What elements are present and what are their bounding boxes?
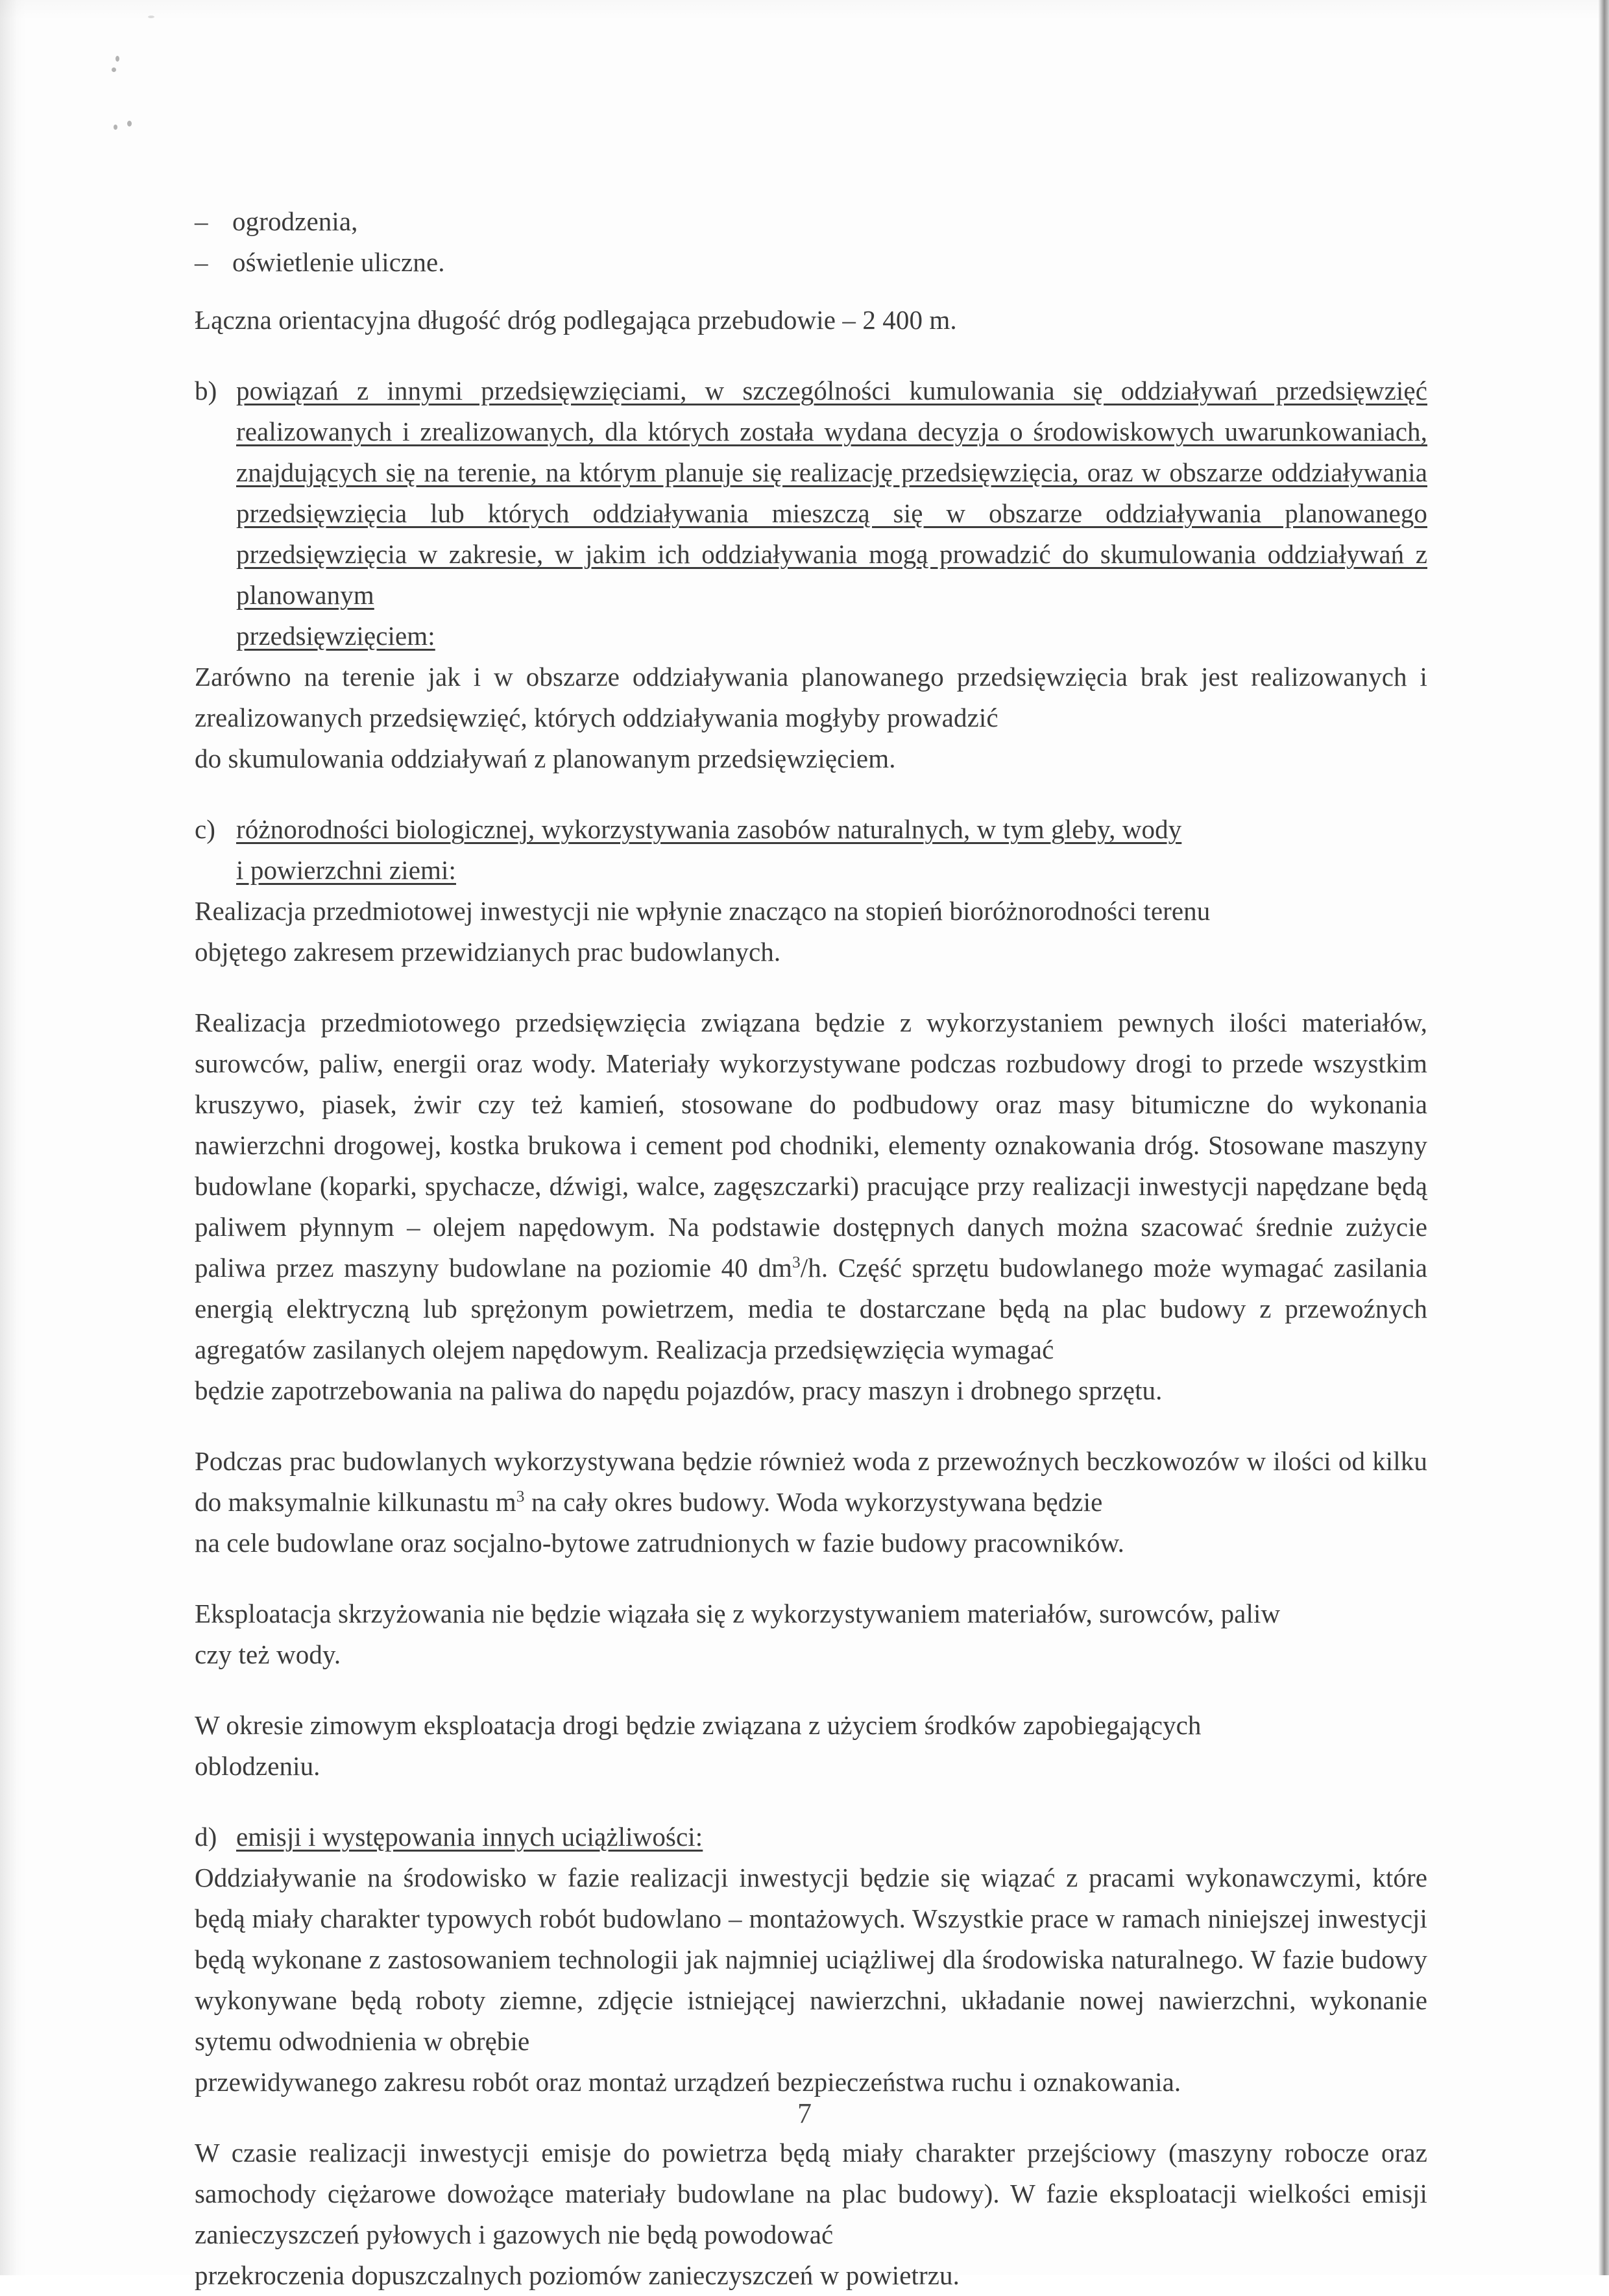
cubic-metre-superscript: 3: [516, 1487, 525, 1506]
page-number: 7: [797, 2097, 812, 2129]
scan-left-shadow: [0, 0, 17, 2275]
list-item-label: ogrodzenia,: [232, 206, 358, 236]
exploitation-paragraph-tail: czy też wody.: [195, 1639, 341, 1669]
water-paragraph-main: Podczas prac budowlanych wykorzystywana będzie również woda z przewoźnych beczkowozów w ilości od kilku do maksymalnie kilkunastu m: [195, 1446, 1427, 1517]
emissions-paragraph: W czasie realizacji inwestycji emisje do powietrza będą miały charakter przejściowy (maszyny robocze oraz samochody ciężarowe dowożące materiały budowlane na plac budowy). W fazie eksploatacji wielkości emisji zanieczyszczeń pyłowych i gazowych nie będą powodować: [195, 2138, 1427, 2249]
section-c-body-tail: objętego zakresem przewidzianych prac budowlanych.: [195, 937, 781, 967]
list-item: [195, 242, 1427, 283]
exploitation-paragraph: Eksploatacja skrzyżowania nie będzie wiązała się z wykorzystywaniem materiałów, surowców, paliw: [195, 1599, 1281, 1628]
bullet-list: [195, 201, 1427, 283]
water-paragraph: [195, 1441, 1427, 1523]
scan-speck: [114, 125, 117, 130]
scan-right-edge-artifact: [1599, 0, 1609, 2275]
section-d: [195, 1817, 1427, 1857]
scan-speck: [112, 67, 116, 72]
section-d-body-tail: przewidywanego zakresu robót oraz montaż urządzeń bezpieczeństwa ruchu i oznakowania.: [195, 2067, 1181, 2097]
section-b-label: b): [195, 376, 217, 405]
emissions-paragraph-tail: przekroczenia dopuszczalnych poziomów zanieczyszczeń w powietrzu.: [195, 2260, 960, 2290]
scan-speck: [148, 16, 154, 18]
section-c: [195, 809, 1427, 891]
scan-speck: [127, 121, 132, 127]
materials-paragraph: [195, 1002, 1427, 1370]
document-body: [195, 0, 1427, 2296]
section-b-heading-tail: przedsięwzięciem:: [236, 621, 435, 651]
dash-bullet-icon: –: [195, 206, 208, 236]
section-d-label: d): [195, 1822, 217, 1852]
list-item: [195, 201, 1427, 242]
scan-speck: [115, 56, 119, 62]
section-b-body-tail: do skumulowania oddziaływań z planowanym przedsięwzięciem.: [195, 743, 896, 773]
winter-paragraph: W okresie zimowym eksploatacja drogi będzie związana z użyciem środków zapobiegających: [195, 1710, 1202, 1740]
winter-paragraph-tail: oblodzeniu.: [195, 1751, 321, 1781]
section-c-body: Realizacja przedmiotowej inwestycji nie wpłynie znacząco na stopień bioróżnorodności terenu: [195, 896, 1211, 926]
section-d-heading: emisji i występowania innych uciążliwości:: [236, 1822, 703, 1852]
section-d-body: Oddziaływanie na środowisko w fazie realizacji inwestycji będzie się wiązać z pracami wykonawczymi, które będą miały charakter typowych robót budowlano – montażowych. Wszystkie prace w ramach niniejszej inwestycji będą wykonane z zastosowaniem technologii jak najmniej uciążliwej dla środowiska naturalnego. W fazie budowy wykonywane będą roboty ziemne, zdjęcie istniejącej nawierzchni, układanie nowej nawierzchni, wykonanie sytemu odwodnienia w obrębie: [195, 1863, 1427, 2056]
dash-bullet-icon: –: [195, 247, 208, 277]
materials-paragraph-tail: będzie zapotrzebowania na paliwa do napędu pojazdów, pracy maszyn i drobnego sprzętu.: [195, 1375, 1163, 1405]
section-c-heading-tail: i powierzchni ziemi:: [236, 855, 456, 885]
section-c-heading: różnorodności biologicznej, wykorzystywania zasobów naturalnych, w tym gleby, wody: [236, 814, 1182, 844]
materials-paragraph-main: Realizacja przedmiotowego przedsięwzięcia związana będzie z wykorzystaniem pewnych ilości materiałów, surowców, paliw, energii oraz wody. Materiały wykorzystywane podczas rozbudowy drogi to przede wszystkim kruszywo, piasek, żwir czy też kamień, stosowane do podbudowy oraz masy bitumiczne do wykonania nawierzchni drogowej, kostka brukowa i cement pod chodniki, elementy oznakowania dróg. Stosowane maszyny budowlane (koparki, spychacze, dźwigi, walce, zagęszczarki) pracujące przy realizacji inwestycji napędzane będą paliwem płynnym – olejem napędowym. Na podstawie dostępnych danych można szacować średnie zużycie paliwa przez maszyny budowlane na poziomie 40 dm: [195, 1008, 1427, 1283]
materials-paragraph-cont: /h. Część sprzętu budowlanego może wymagać zasilania energią elektryczną lub sprężonym powietrzem, media te dostarczane będą na plac budowy z przewoźnych agregatów zasilanych olejem napędowym. Realizacja przedsięwzięcia wymagać: [195, 1253, 1428, 1364]
total-road-length-line: Łączna orientacyjna długość dróg podlegająca przebudowie – 2 400 m.: [195, 305, 957, 335]
water-paragraph-tail: na cele budowlane oraz socjalno-bytowe zatrudnionych w fazie budowy pracowników.: [195, 1528, 1124, 1558]
cubic-decimetre-superscript: 3: [792, 1253, 801, 1272]
section-b-heading: powiązań z innymi przedsięwzięciami, w szczególności kumulowania się oddziaływań przedsięwzięć realizowanych i zrealizowanych, dla których została wydana decyzja o środowiskowych uwarunkowaniach, znajdujących się na terenie, na którym planuje się realizację przedsięwzięcia, oraz w obszarze oddziaływania przedsięwzięcia lub których oddziaływania mieszczą się w obszarze oddziaływania planowanego przedsięwzięcia w zakresie, w jakim ich oddziaływania mogą prowadzić do skumulowania oddziaływań z planowanym: [236, 376, 1427, 610]
section-b-body: Zarówno na terenie jak i w obszarze oddziaływania planowanego przedsięwzięcia brak jest realizowanych i zrealizowanych przedsięwzięć, których oddziaływania mogłyby prowadzić: [195, 662, 1427, 732]
section-b: [195, 370, 1427, 657]
water-paragraph-cont: na cały okres budowy. Woda wykorzystywana będzie: [524, 1487, 1103, 1517]
section-c-label: c): [195, 814, 216, 844]
list-item-label: oświetlenie uliczne.: [232, 247, 445, 277]
